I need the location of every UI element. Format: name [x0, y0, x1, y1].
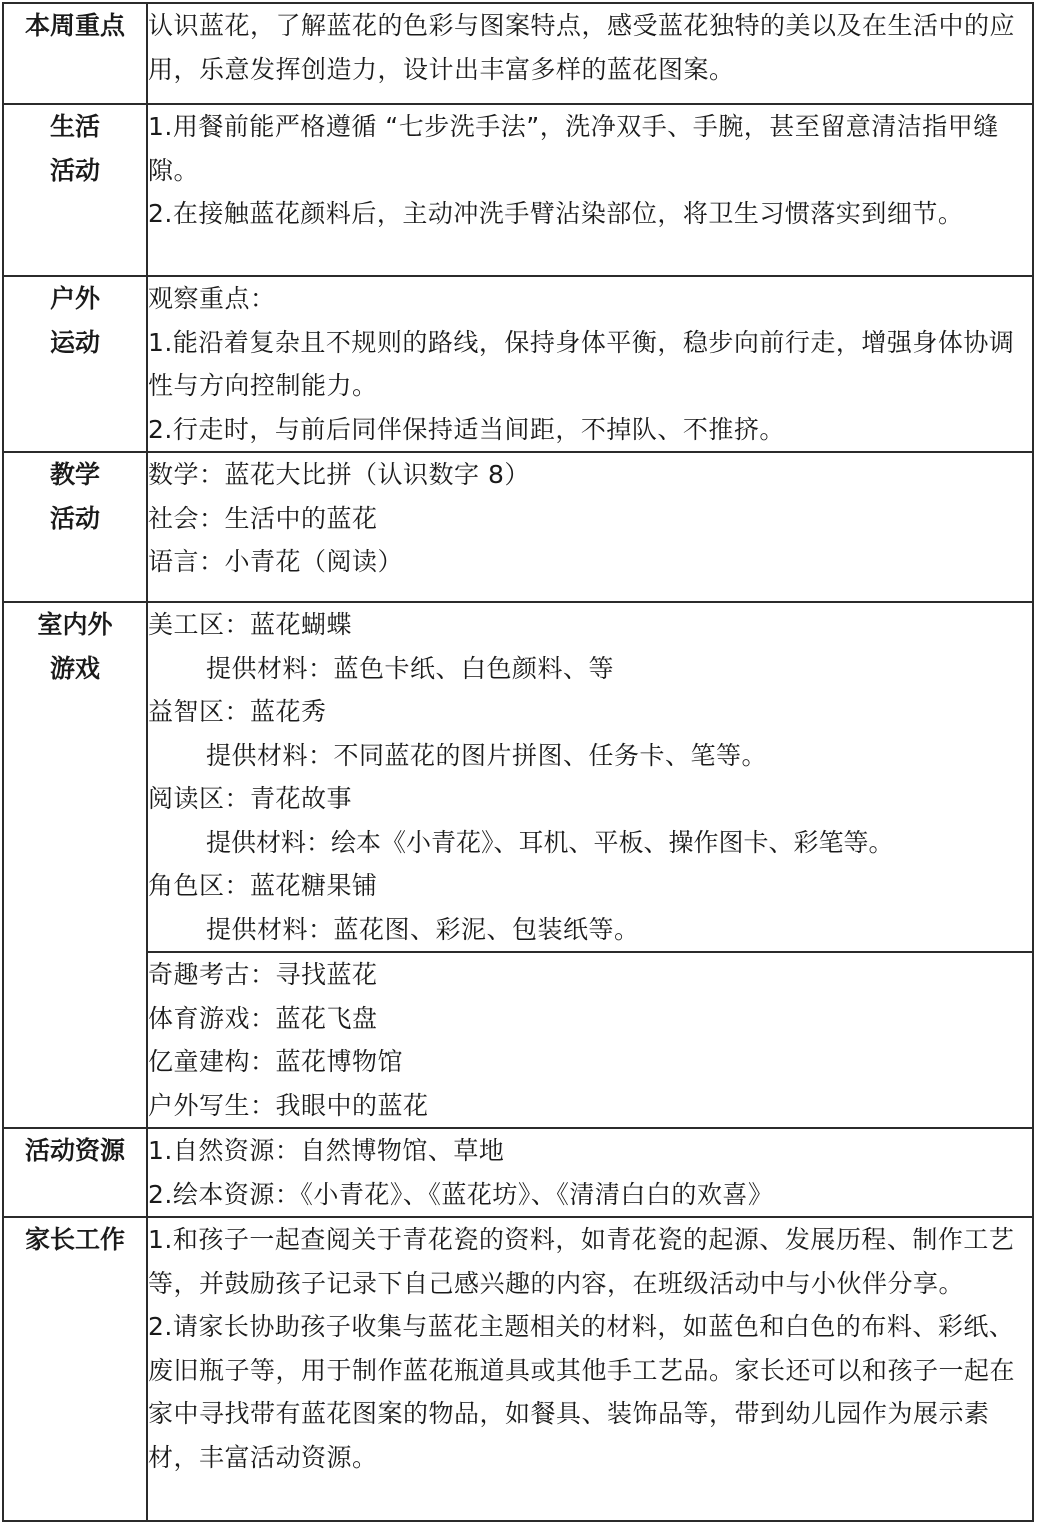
row-content — [147, 276, 1033, 452]
area-line: 美工区：蓝花蝴蝶 — [148, 610, 353, 639]
row-content — [147, 602, 1033, 952]
row-games-indoor — [3, 602, 1033, 952]
materials-line: 提供材料：蓝色卡纸、白色颜料、等 — [206, 653, 615, 683]
row-teaching — [3, 452, 1033, 602]
row-games-outdoor — [3, 952, 1033, 1128]
content-line: 奇趣考古：寻找蓝花 — [148, 960, 378, 989]
row-content — [147, 3, 1033, 104]
area-line: 角色区：蓝花糖果铺 — [148, 871, 378, 900]
content-line: 户外写生：我眼中的蓝花 — [148, 1090, 429, 1120]
row-label: 户外运动 — [3, 276, 147, 452]
content-line: 体育游戏：蓝花飞盘 — [148, 1003, 378, 1033]
row-weekly-focus — [3, 3, 1033, 104]
weekly-plan-table — [2, 2, 1034, 1522]
content-line: 2.请家长协助孩子收集与蓝花主题相关的材料，如蓝色和白色的布料、彩纸、废旧瓶子等，用于制作蓝花瓶道具或其他手工艺品。家长还可以和孩子一起在家中寻找带有蓝花图案的物品，如餐具、装饰品等，带到幼儿园作为展示素材，丰富活动资源。 — [148, 1312, 1016, 1472]
content-line: 1.和孩子一起查阅关于青花瓷的资料，如青花瓷的起源、发展历程、制作工艺等，并鼓励孩子记录下自己感兴趣的内容，在班级活动中与小伙伴分享。 — [148, 1225, 1015, 1298]
row-content — [147, 952, 1033, 1128]
row-outdoor-sports — [3, 276, 1033, 452]
row-content — [147, 452, 1033, 602]
content-line: 1.自然资源：自然博物馆、草地 — [148, 1136, 505, 1165]
materials-line: 提供材料：不同蓝花的图片拼图、任务卡、笔等。 — [206, 740, 768, 770]
materials-line: 提供材料：绘本《小青花》、耳机、平板、操作图卡、彩笔等。 — [206, 827, 894, 857]
row-label: 教学活动 — [3, 452, 147, 602]
content-line: 亿童建构：蓝花博物馆 — [148, 1047, 404, 1076]
row-content — [147, 104, 1033, 276]
row-content — [147, 1128, 1033, 1217]
content-line: 2.行走时，与前后同伴保持适当间距，不掉队、不推挤。 — [148, 414, 785, 444]
content-line: 数学：蓝花大比拼（认识数字 8） — [148, 460, 530, 489]
materials-line: 提供材料：蓝花图、彩泥、包装纸等。 — [206, 914, 640, 944]
row-label: 本周重点 — [3, 3, 147, 104]
row-label: 家长工作 — [3, 1217, 147, 1521]
row-label: 室内外游戏 — [3, 602, 147, 1128]
row-resources — [3, 1128, 1033, 1217]
content-line: 2.绘本资源：《小青花》、《蓝花坊》、《清清白白的欢喜》 — [148, 1179, 774, 1209]
row-daily-life — [3, 104, 1033, 276]
content-line: 观察重点： — [148, 284, 276, 313]
content-line: 2.在接触蓝花颜料后，主动冲洗手臂沾染部位，将卫生习惯落实到细节。 — [148, 199, 964, 228]
row-label: 生活活动 — [3, 104, 147, 276]
content-line: 语言：小青花（阅读） — [148, 547, 404, 576]
content-line: 社会：生活中的蓝花 — [148, 503, 378, 533]
content-line: 认识蓝花，了解蓝花的色彩与图案特点，感受蓝花独特的美以及在生活中的应用，乐意发挥创造力，设计出丰富多样的蓝花图案。 — [148, 11, 1016, 84]
content-line: 1.用餐前能严格遵循 “七步洗手法”，洗净双手、手腕，甚至留意清洁指甲缝隙。 — [148, 112, 999, 185]
area-line: 益智区：蓝花秀 — [148, 697, 327, 726]
row-content — [147, 1217, 1033, 1521]
row-parent-work — [3, 1217, 1033, 1521]
area-line: 阅读区：青花故事 — [148, 784, 353, 813]
content-line: 1.能沿着复杂且不规则的路线，保持身体平衡，稳步向前行走，增强身体协调性与方向控制能力。 — [148, 327, 1015, 400]
row-label: 活动资源 — [3, 1128, 147, 1217]
